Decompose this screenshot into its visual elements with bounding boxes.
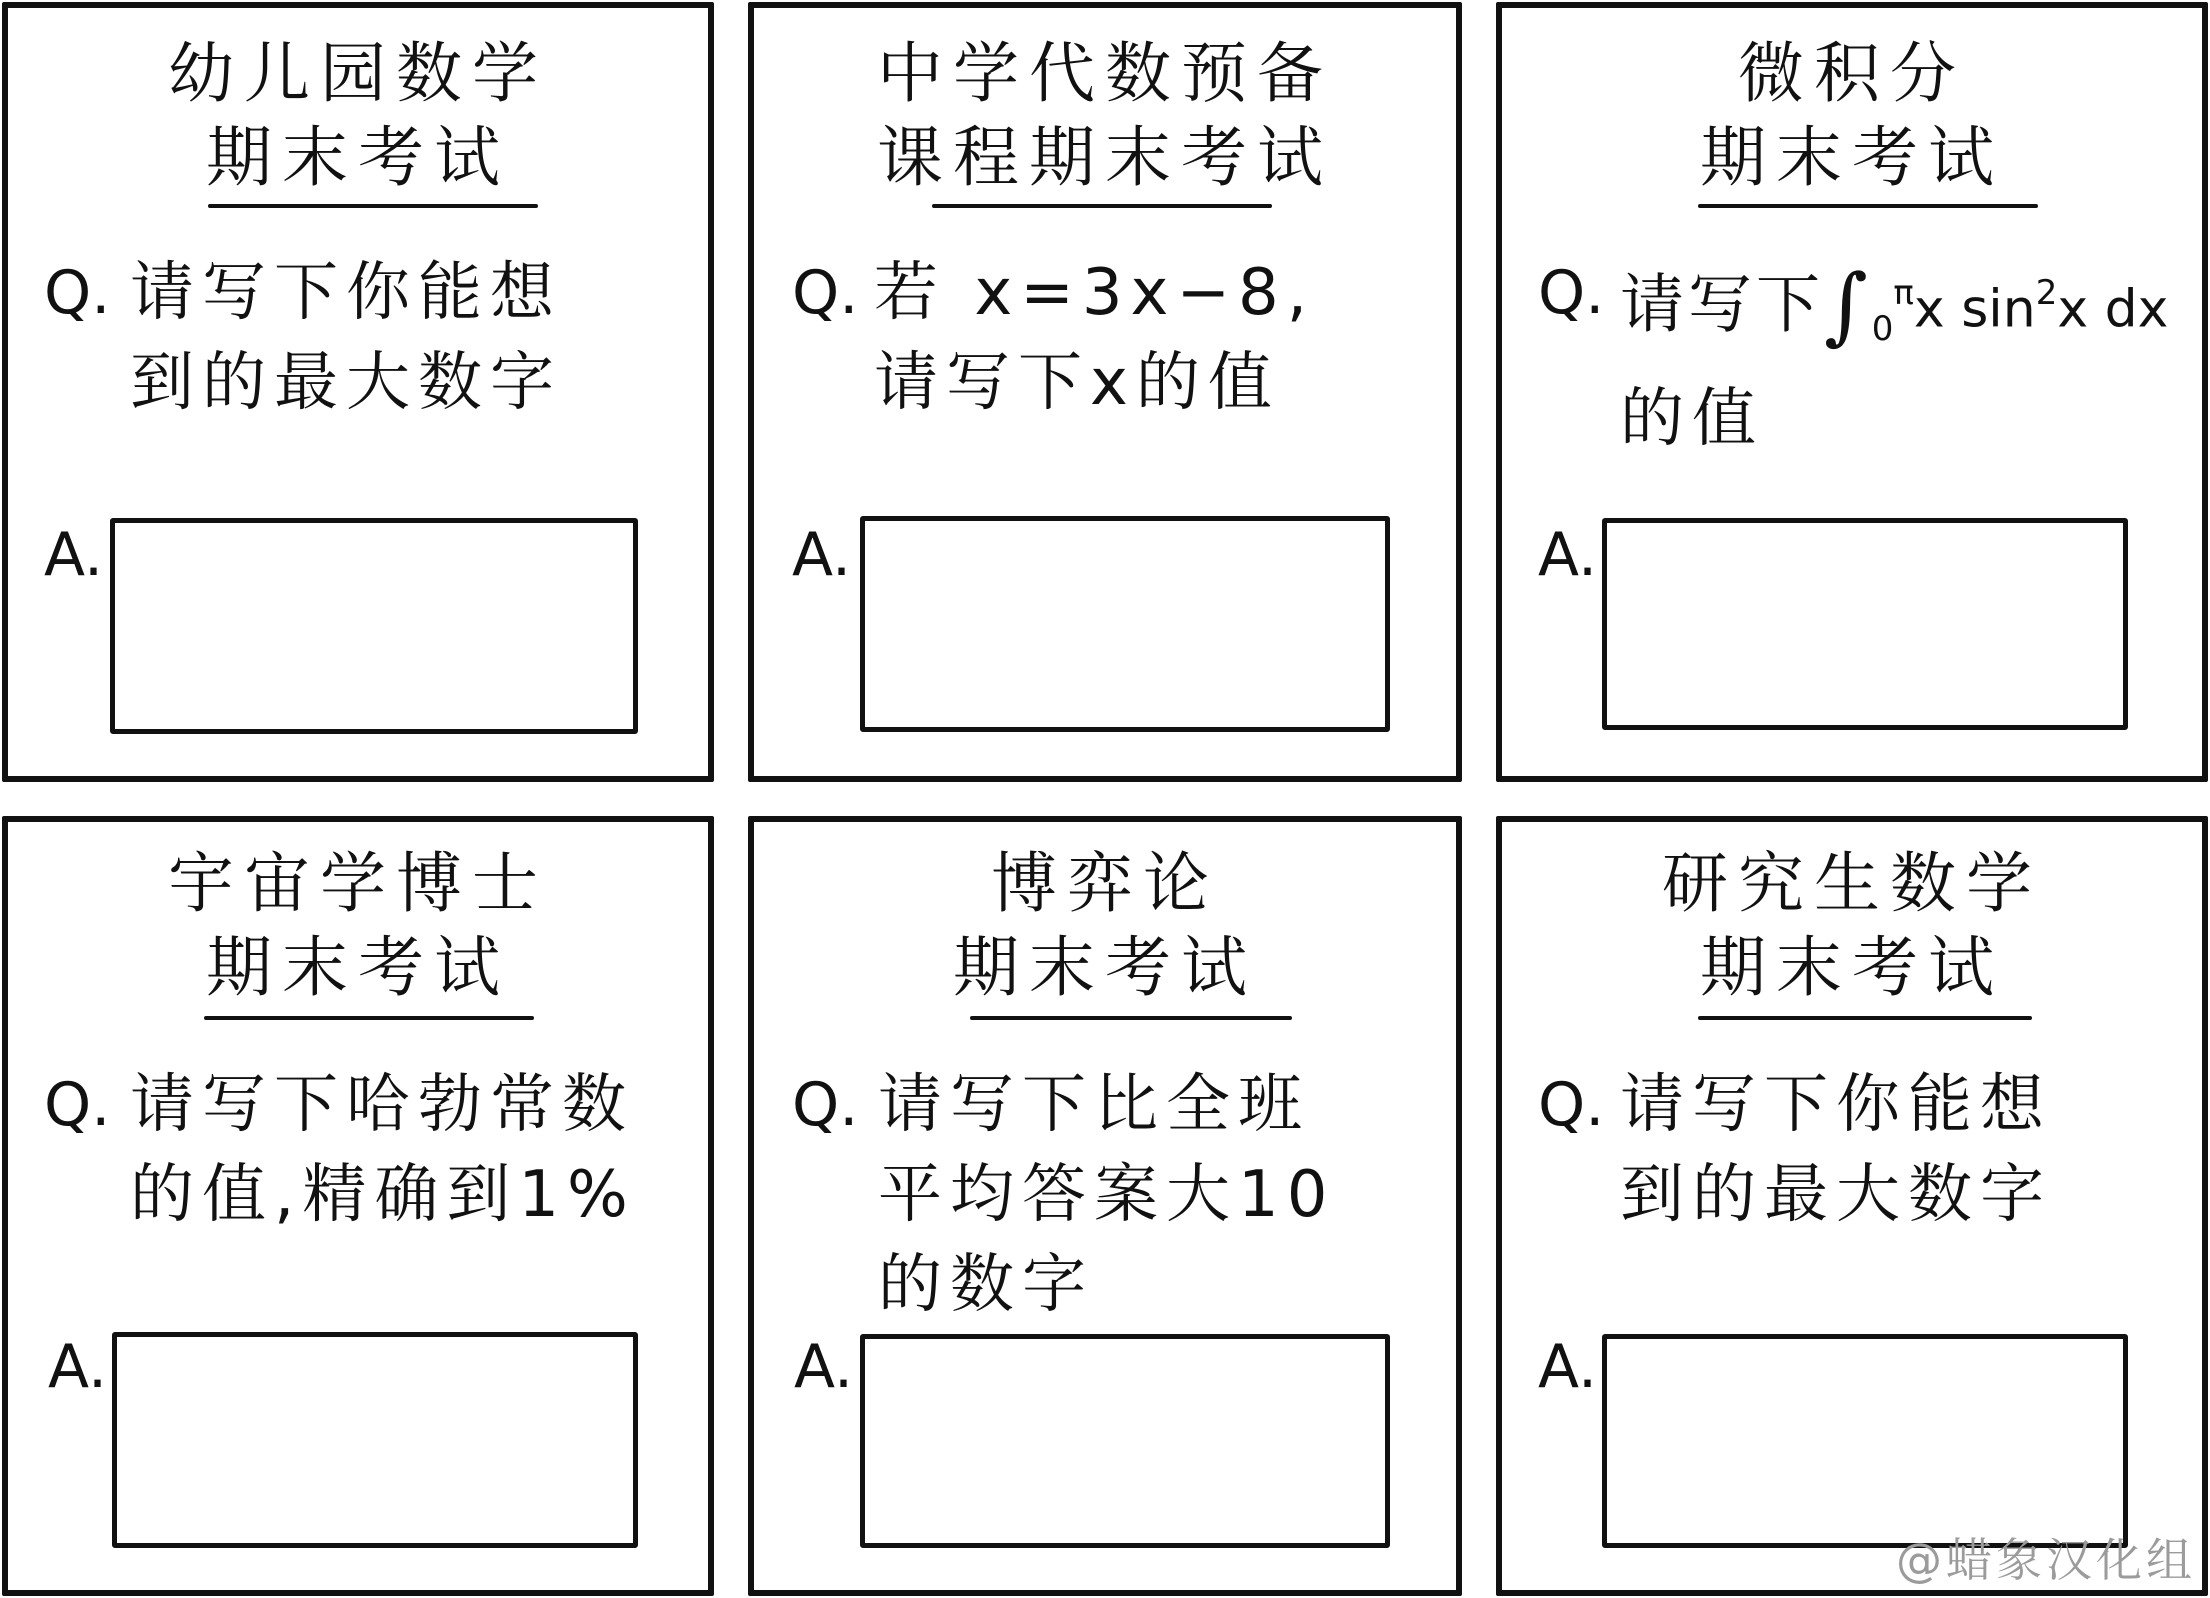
- panel-title-line-1: 幼儿园数学: [168, 35, 548, 112]
- answer-box[interactable]: [112, 1332, 638, 1548]
- answer-box[interactable]: [860, 1334, 1390, 1548]
- title-underline: [1698, 204, 2038, 208]
- question-line-1: 请写下你能想: [130, 256, 562, 330]
- question-marker: Q.: [44, 258, 111, 328]
- panel-cosmology-phd: [2, 816, 714, 1596]
- answer-marker: A.: [1538, 520, 1598, 590]
- panel-title-line-1: 研究生数学: [1662, 845, 2042, 922]
- question-marker: Q.: [1538, 258, 1605, 328]
- title-underline: [932, 204, 1272, 208]
- question-line-2: 到的最大数字: [1620, 1158, 2052, 1232]
- question-marker: Q.: [792, 1070, 859, 1140]
- panel-title: [754, 842, 1456, 1010]
- answer-box[interactable]: [1602, 518, 2128, 730]
- answer-marker: A.: [44, 520, 104, 590]
- question-line-1: 请写下你能想: [1620, 1068, 2052, 1142]
- question-text: [130, 248, 562, 428]
- panel-title: [8, 842, 708, 1010]
- panel-title: [8, 32, 708, 200]
- question-text: [1620, 248, 2168, 464]
- answer-box[interactable]: [1602, 1334, 2128, 1548]
- question-marker: Q.: [792, 258, 859, 328]
- question-text: [878, 1060, 1335, 1330]
- question-text: [1620, 1060, 2052, 1240]
- question-text: [874, 248, 1315, 428]
- integral-symbol: ∫: [1824, 256, 1872, 355]
- integral-body: x sin: [1913, 279, 2036, 340]
- integral-tail: x dx: [2057, 279, 2169, 340]
- integral-lower-limit: 0: [1871, 309, 1894, 350]
- answer-marker: A.: [794, 1332, 854, 1402]
- title-underline: [204, 1016, 534, 1020]
- panel-title-line-2: 期末考试: [1700, 929, 2004, 1006]
- answer-box[interactable]: [860, 516, 1390, 732]
- panel-title-line-1: 宇宙学博士: [168, 845, 548, 922]
- question-line-1: 请写下哈勃常数: [130, 1068, 634, 1142]
- answer-box[interactable]: [110, 518, 638, 734]
- panel-game-theory: [748, 816, 1462, 1596]
- question-line-1: [1620, 248, 2168, 374]
- question-marker: Q.: [1538, 1070, 1605, 1140]
- panel-title-line-1: 博弈论: [991, 845, 1219, 922]
- integral-power: 2: [2035, 273, 2058, 313]
- panel-title: [754, 32, 1456, 200]
- panel-graduate-math: [1496, 816, 2208, 1596]
- answer-marker: A.: [792, 520, 852, 590]
- panel-title-line-2: 期末考试: [206, 119, 510, 196]
- question-line-1: 请写下比全班: [878, 1068, 1310, 1142]
- panel-title-line-1: 中学代数预备: [877, 35, 1333, 112]
- question-line-2: 的值: [1620, 382, 1764, 457]
- question-text: [130, 1060, 636, 1240]
- question-prefix: 请写下: [1620, 268, 1824, 343]
- panel-pre-algebra: [748, 2, 1462, 782]
- question-line-3: 的数字: [878, 1248, 1094, 1322]
- panel-title-line-2: 期末考试: [206, 929, 510, 1006]
- question-line-1: 若 x=3x−8,: [874, 256, 1316, 330]
- panel-title-line-2: 期末考试: [953, 929, 1257, 1006]
- panel-title: [1502, 842, 2202, 1010]
- question-line-2: 请写下x的值: [874, 346, 1280, 420]
- question-marker: Q.: [44, 1070, 111, 1140]
- title-underline: [970, 1016, 1292, 1020]
- panel-title-line-1: 微积分: [1738, 35, 1966, 112]
- integral-upper-limit: π: [1893, 273, 1914, 313]
- panel-title-line-2: 课程期末考试: [877, 119, 1333, 196]
- title-underline: [208, 204, 538, 208]
- question-line-2: 的值,精确到1%: [130, 1158, 636, 1232]
- question-line-2: 到的最大数字: [130, 346, 562, 420]
- panel-title-line-2: 期末考试: [1700, 119, 2004, 196]
- panel-title: [1502, 32, 2202, 200]
- panel-calculus: [1496, 2, 2208, 782]
- answer-marker: A.: [1538, 1332, 1598, 1402]
- question-line-2: 平均答案大10: [878, 1158, 1336, 1232]
- title-underline: [1698, 1016, 2032, 1020]
- panel-kindergarten-math: [2, 2, 714, 782]
- answer-marker: A.: [48, 1332, 108, 1402]
- credit-watermark: @蜡象汉化组: [1896, 1533, 2196, 1587]
